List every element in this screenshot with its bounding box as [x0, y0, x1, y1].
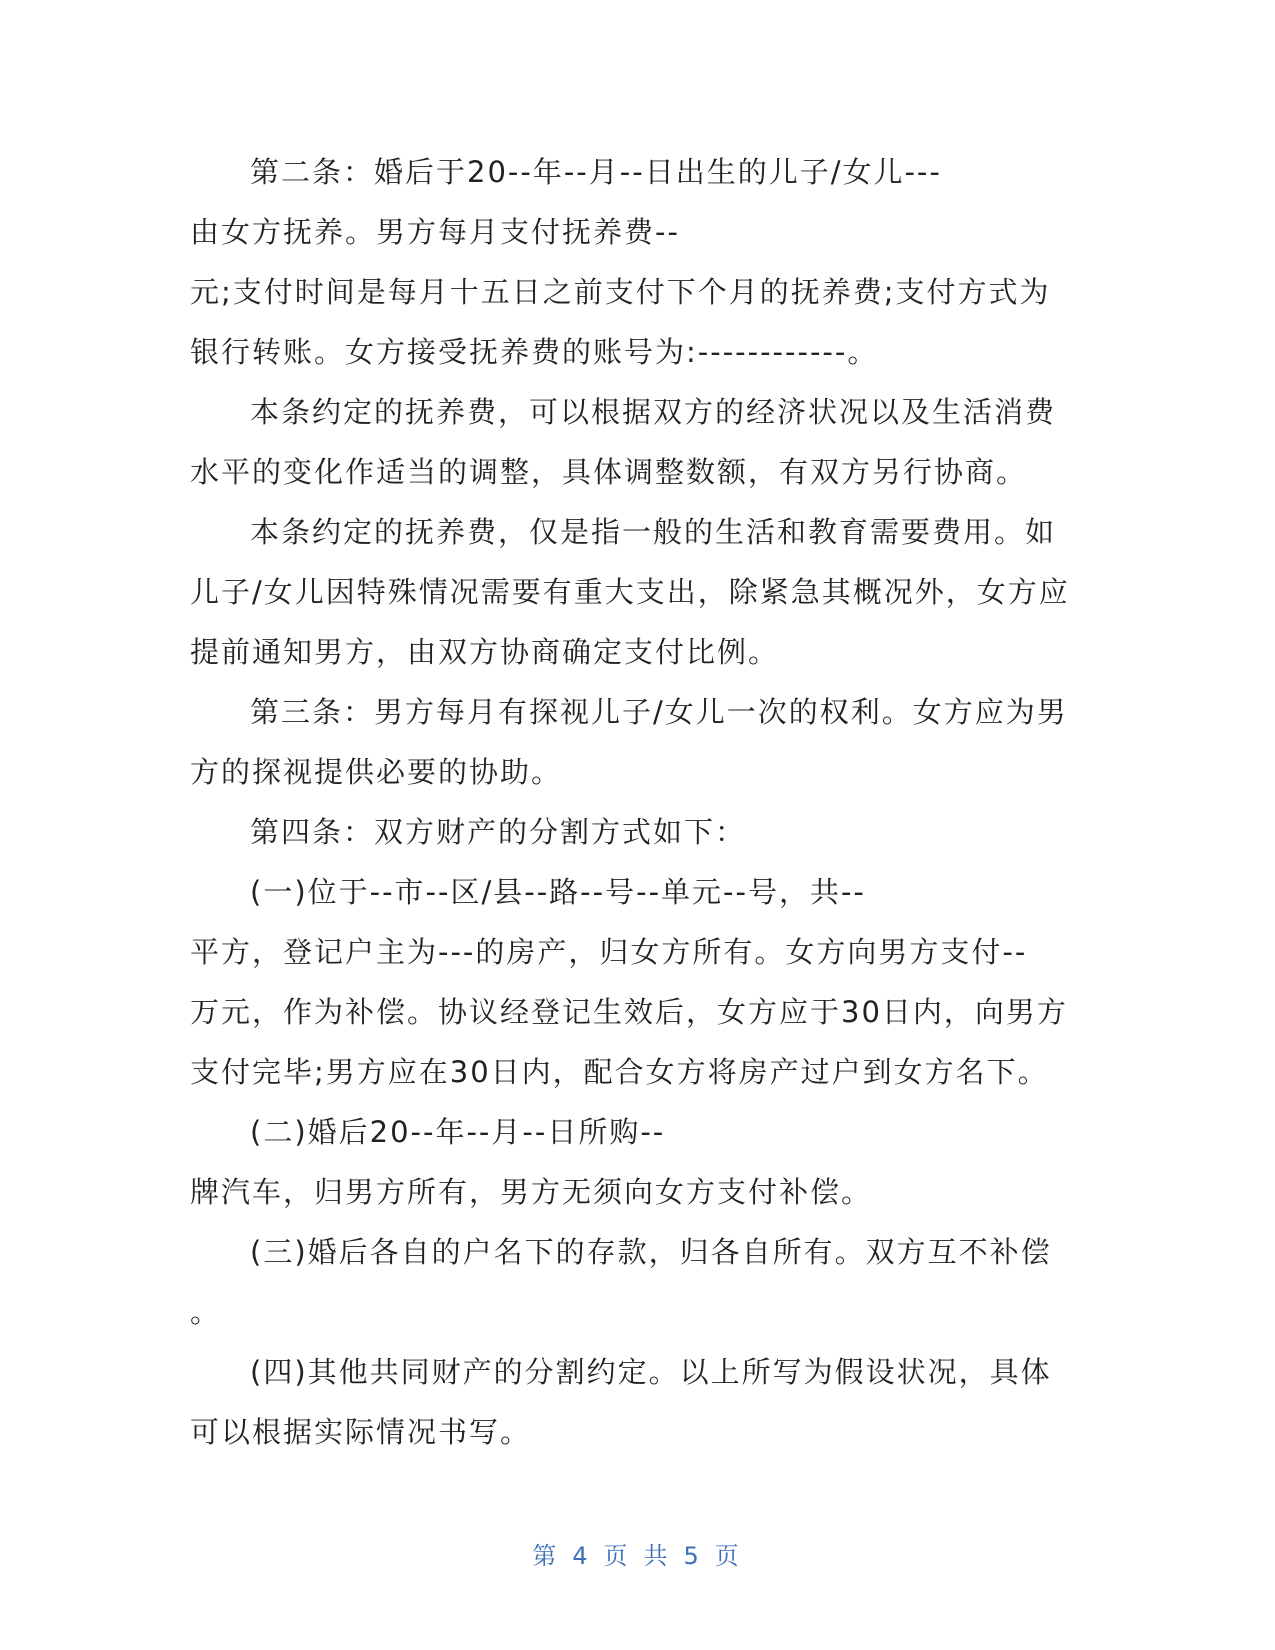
text-line: (一)位于--市--区/县--路--号--单元--号，共--: [250, 875, 866, 909]
text-line: 平方，登记户主为---的房产，归女方所有。女方向男方支付--: [190, 935, 1028, 969]
footer-label-page-unit: 页: [603, 1542, 632, 1570]
text-line: 方的探视提供必要的协助。: [190, 755, 563, 789]
footer-label-page: 第: [532, 1542, 561, 1570]
text-line: 支付完毕;男方应在30日内，配合女方将房产过户到女方名下。: [190, 1055, 1049, 1089]
page-number-footer: [0, 1536, 1275, 1571]
text-line: (三)婚后各自的户名下的存款，归各自所有。双方互不补偿: [250, 1235, 1052, 1269]
text-line: 儿子/女儿因特殊情况需要有重大支出，除紧急其概况外，女方应: [190, 575, 1070, 609]
text-line: 由女方抚养。男方每月支付抚养费--: [190, 215, 680, 249]
text-line: 可以根据实际情况书写。: [190, 1415, 532, 1449]
footer-label-total-unit: 页: [714, 1542, 743, 1570]
text-line: 第三条：男方每月有探视儿子/女儿一次的权利。女方应为男: [250, 695, 1068, 729]
text-line: 本条约定的抚养费，仅是指一般的生活和教育需要费用。如: [250, 515, 1057, 549]
text-line: 本条约定的抚养费，可以根据双方的经济状况以及生活消费: [250, 395, 1057, 429]
document-body: [190, 142, 1085, 1462]
text-line: 银行转账。女方接受抚养费的账号为:------------。: [190, 335, 879, 369]
text-line: (二)婚后20--年--月--日所购--: [250, 1115, 666, 1149]
current-page-number: 4: [572, 1542, 592, 1570]
text-line: 万元，作为补偿。协议经登记生效后，女方应于30日内，向男方: [190, 995, 1068, 1029]
total-pages-number: 5: [683, 1542, 703, 1570]
text-line: 提前通知男方，由双方协商确定支付比例。: [190, 635, 780, 669]
paragraph-item-3-deposits: [190, 1222, 1085, 1342]
paragraph-article-2: [190, 142, 1085, 382]
paragraph-item-4-other: [190, 1342, 1085, 1462]
paragraph-item-1-property: [190, 862, 1085, 1102]
text-line: 第二条：婚后于20--年--月--日出生的儿子/女儿---: [250, 155, 942, 189]
text-line: 。: [190, 1295, 222, 1329]
paragraph-article-3: [190, 682, 1085, 802]
text-line: 牌汽车，归男方所有，男方无须向女方支付补偿。: [190, 1175, 873, 1209]
text-line: 水平的变化作适当的调整，具体调整数额，有双方另行协商。: [190, 455, 1028, 489]
footer-label-total: 共: [643, 1542, 672, 1570]
paragraph-item-2-car: [190, 1102, 1085, 1222]
paragraph-support-adjustment: [190, 382, 1085, 502]
paragraph-support-scope: [190, 502, 1085, 682]
text-line: (四)其他共同财产的分割约定。以上所写为假设状况，具体: [250, 1355, 1052, 1389]
text-line: 第四条：双方财产的分割方式如下：: [250, 815, 747, 849]
text-line: 元;支付时间是每月十五日之前支付下个月的抚养费;支付方式为: [190, 275, 1051, 309]
paragraph-article-4: [190, 802, 1085, 862]
